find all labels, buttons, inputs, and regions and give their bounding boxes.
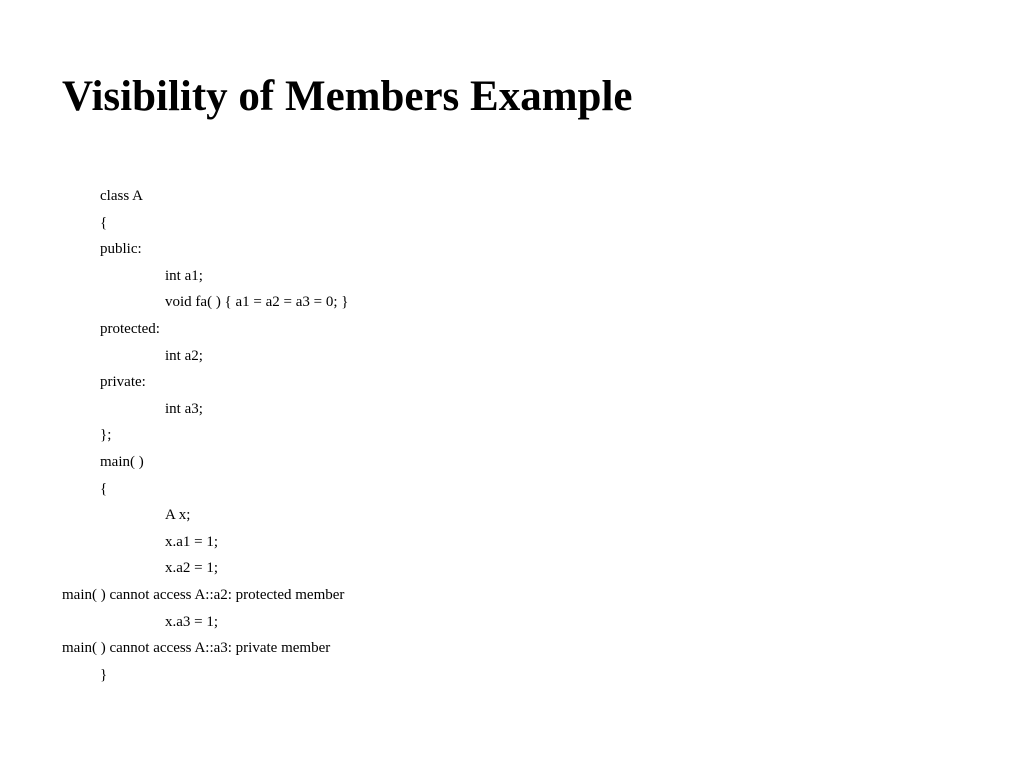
code-line-private-label: private: — [100, 374, 146, 391]
code-line-void-fa: void fa( ) { a1 = a2 = a3 = 0; } — [165, 294, 349, 311]
code-line-int-a1: int a1; — [165, 267, 203, 284]
code-line-class-decl: class A — [100, 188, 143, 204]
code-note-private: main( ) cannot access A::a3: private member — [62, 640, 331, 657]
code-line-class-close: }; — [100, 427, 112, 444]
code-line-int-a3: int a3; — [165, 400, 203, 417]
code-line-open-brace: { — [100, 214, 108, 231]
code-note-protected: main( ) cannot access A::a2: protected member — [62, 586, 345, 603]
slide-title: Visibility of Members Example — [62, 73, 633, 120]
code-line-public-label: public: — [100, 241, 142, 258]
code-line-main-close: } — [100, 666, 108, 683]
code-line-main-decl: main( ) — [100, 453, 144, 470]
code-line-a-x: A x; — [165, 507, 191, 524]
code-block — [0, 183, 1024, 688]
code-line-x-a3: x.a3 = 1; — [165, 613, 219, 630]
code-line-protected-label: protected: — [100, 320, 160, 337]
code-line-x-a1: x.a1 = 1; — [165, 533, 219, 550]
code-line-x-a2: x.a2 = 1; — [165, 560, 219, 577]
code-line-int-a2: int a2; — [165, 347, 203, 364]
code-line-main-open-brace: { — [100, 480, 108, 497]
